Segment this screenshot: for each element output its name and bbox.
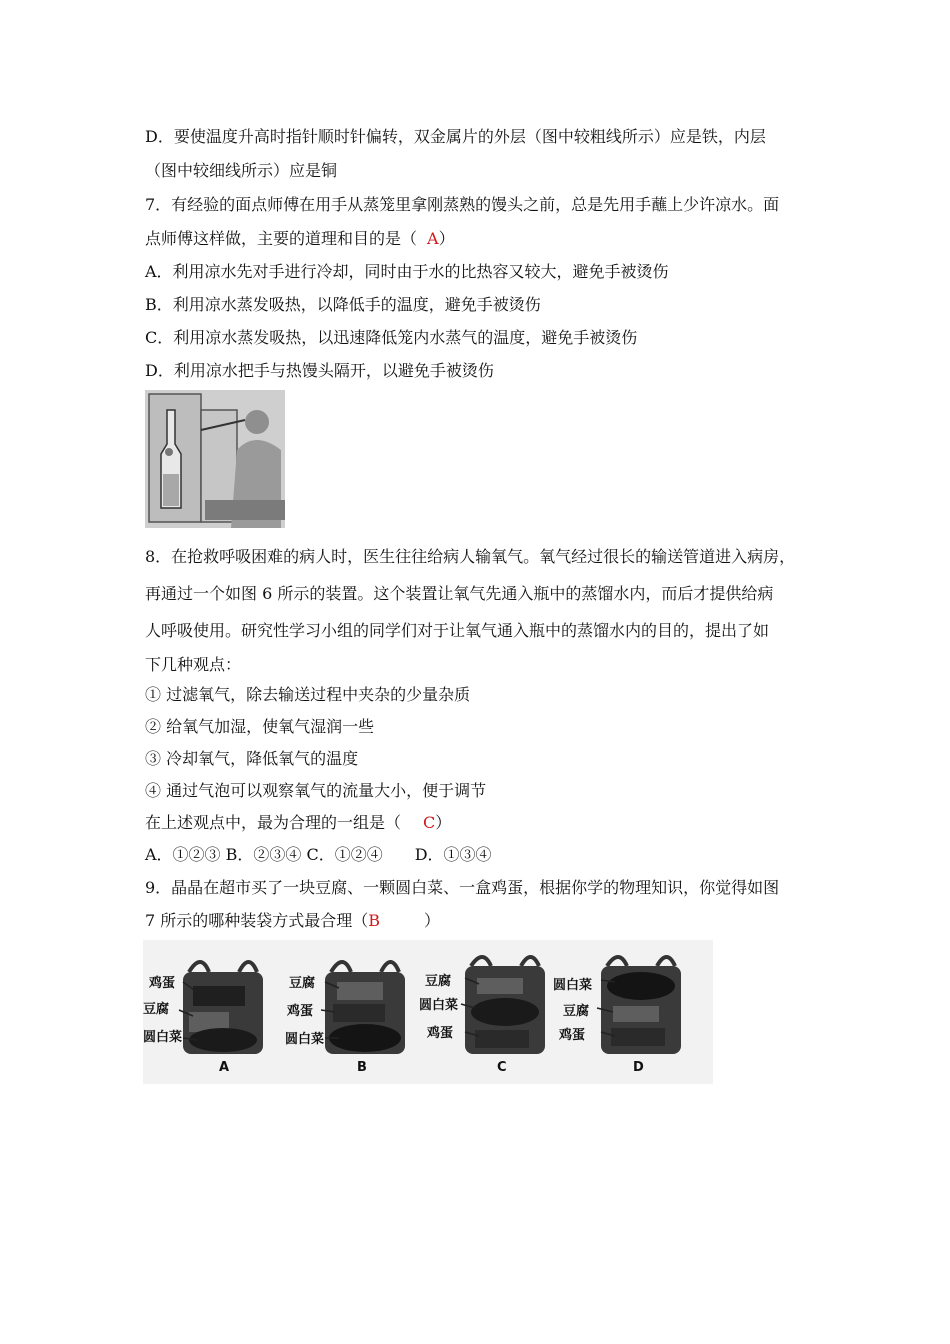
bag-a-label-mid: 豆腐: [143, 1002, 170, 1017]
q8-stem-line2: 再通过一个如图 6 所示的装置。这个装置让氧气先通入瓶中的蒸馏水内，而后才提供给病: [145, 584, 774, 603]
q8-answer: C: [423, 813, 436, 832]
q8-ask-text: 在上述观点中，最为合理的一组是（: [145, 813, 402, 832]
q7-option-a: A．利用凉水先对手进行冷却，同时由于水的比热容又较大，避免手被烫伤: [145, 262, 669, 281]
bag-c: [419, 952, 553, 1075]
q8-choices: A．①②③ B．②③④ C．①②④ D．①③④: [145, 845, 492, 864]
q9-stem-line1: 9．晶晶在超市买了一块豆腐、一颗圆白菜、一盒鸡蛋，根据你学的物理知识，你觉得如图: [145, 878, 780, 897]
q8-view-2: ② 给氧气加湿，使氧气湿润一些: [145, 717, 375, 736]
oxygen-device-figure: [145, 390, 285, 528]
bag-c-label-bottom: 鸡蛋: [427, 1026, 454, 1041]
q9-stem-text: 7 所示的哪种装袋方式最合理（: [145, 911, 369, 930]
q7-option-d: D．利用凉水把手与热馒头隔开，以避免手被烫伤: [145, 361, 494, 380]
q7-option-b: B．利用凉水蒸发吸热，以降低手的温度，避免手被烫伤: [145, 295, 541, 314]
bag-b-label-top: 豆腐: [289, 976, 316, 991]
bag-c-label-mid: 圆白菜: [419, 998, 459, 1013]
bag-c-letter: C: [497, 1060, 507, 1075]
q8-view-1: ① 过滤氧气，除去输送过程中夹杂的少量杂质: [145, 685, 471, 704]
bag-d: [553, 952, 689, 1075]
bag-b: [285, 952, 413, 1075]
q8-stem-line3: 人呼吸使用。研究性学习小组的同学们对于让氧气通入瓶中的蒸馏水内的目的，提出了如: [145, 621, 770, 640]
bag-d-letter: D: [633, 1060, 644, 1075]
q7-option-c: C．利用凉水蒸发吸热，以迅速降低笼内水蒸气的温度，避免手被烫伤: [145, 328, 638, 347]
q8-stem-line1: 8．在抢救呼吸困难的病人时，医生往往给病人输氧气。氧气经过很长的输送管道进入病房，: [145, 547, 796, 566]
q7-stem-line2: [145, 228, 455, 250]
q6-option-d-line1: D．要使温度升高时指针顺时针偏转，双金属片的外层（图中较粗线所示）应是铁，内层: [145, 127, 766, 146]
bag-a: [143, 952, 271, 1075]
q9-stem-line2: [145, 910, 440, 932]
q8-stem-line4: 下几种观点：: [145, 655, 242, 674]
oxygen-device-drawing: [145, 390, 285, 528]
bag-b-label-mid: 鸡蛋: [287, 1004, 314, 1019]
q9-answer: B: [368, 911, 381, 930]
bag-d-label-top: 圆白菜: [553, 978, 593, 993]
q7-stem-text: 点师傅这样做，主要的道理和目的是（: [145, 229, 418, 248]
bag-d-label-mid: 豆腐: [563, 1004, 590, 1019]
bag-b-letter: B: [357, 1060, 367, 1075]
bag-b-label-bottom: 圆白菜: [285, 1032, 325, 1047]
bag-a-label-bottom: 圆白菜: [143, 1030, 183, 1045]
bag-c-label-top: 豆腐: [425, 974, 452, 989]
q8-ask: [145, 812, 451, 834]
q7-stem-close: ）: [438, 229, 455, 248]
bags-figure: [143, 940, 713, 1084]
bag-d-label-bottom: 鸡蛋: [559, 1028, 586, 1043]
q7-stem-line1: 7．有经验的面点师傅在用手从蒸笼里拿刚蒸熟的馒头之前，总是先用手蘸上少许凉水。面: [145, 195, 780, 214]
q8-view-4: ④ 通过气泡可以观察氧气的流量大小，便于调节: [145, 781, 487, 800]
q8-view-3: ③ 冷却氧气，降低氧气的温度: [145, 749, 359, 768]
q6-option-d-line2: （图中较细线所示）应是铜: [145, 161, 338, 180]
q9-stem-close: ）: [424, 911, 441, 930]
bag-a-label-top: 鸡蛋: [149, 976, 176, 991]
q7-answer: A: [427, 229, 439, 248]
q8-ask-close: ）: [435, 813, 452, 832]
bag-a-letter: A: [219, 1060, 230, 1075]
